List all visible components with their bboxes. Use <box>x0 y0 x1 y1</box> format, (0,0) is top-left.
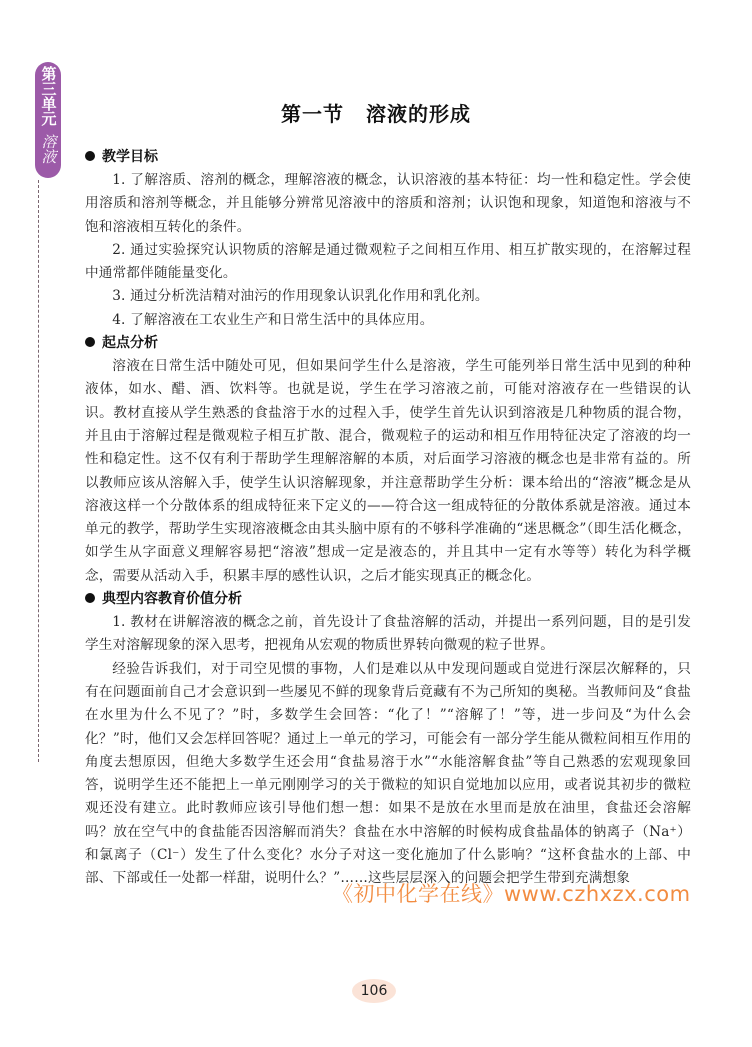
bullet-icon <box>85 151 95 161</box>
value-paragraph: 经验告诉我们，对于司空见惯的事物，人们是难以从中发现问题或自觉进行深层次解释的，只有在问题面前自己才会意识到一些屡见不鲜的现象背后竟藏有不为己所知的奥秘。当教师问及“食盐在水里为什么不见了？”时，多数学生会回答：“化了！”“溶解了！”等，进一步问及“为什么会化？”时，他们又会怎样回答呢？通过上一单元的学习，可能会有一部分学生能从微粒间相互作用的角度去想原因，但绝大多数学生还会用“食盐易溶于水”“水能溶解食盐”等自己熟悉的宏观现象回答，说明学生还不能把上一单元刚刚学习的关于微粒的知识自觉地加以应用，或者说其初步的微粒观还没有建立。此时教师应该引导他们想一想：如果不是放在水里而是放在油里，食盐还会溶解吗？放在空气中的食盐能否因溶解而消失？食盐在水中溶解的时候构成食盐晶体的钠离子（Na⁺）和氯离子（Cl⁻）发生了什么变化？水分子对这一变化施加了什么影响？“这杯食盐水的上部、中部、下部或任一处都一样甜，说明什么？”……这些层层深入的问题会把学生带到充满想象 <box>85 660 691 887</box>
unit-label: 第三单元 <box>39 66 58 126</box>
unit-topic-label: 溶液 <box>39 134 58 164</box>
margin-dashed-rule <box>38 180 39 762</box>
analysis-paragraph: 溶液在日常生活中随处可见，但如果问学生什么是溶液，学生可能列举日常生活中见到的种种液体，如水、醋、酒、饮料等。也就是说，学生在学习溶液之前，可能对溶液存在一些错误的认识。教材直接从学生熟悉的食盐溶于水的过程入手，使学生首先认识到溶液是几种物质的混合物，并且由于溶解过程是微观粒子相互扩散、混合，微观粒子的运动和相互作用特征决定了溶液的均一性和稳定性。这不仅有利于帮助学生理解溶解的本质，对后面学习溶液的概念也是非常有益的。所以教师应该从溶解入手，使学生认识溶解现象，并注意帮助学生分析：课本给出的“溶液”概念是从溶液这样一个分散体系的组成特征来下定义的——符合这一组成特征的分散体系就是溶液。通过本单元的教学，帮助学生实现溶液概念由其头脑中原有的不够科学准确的“迷思概念”（即生活化概念，如学生从字面意义理解容易把“溶液”想成一定是液态的，并且其中一定有水等等）转化为科学概念，需要从活动入手，积累丰厚的感性认识，之后才能实现真正的概念化。 <box>85 358 691 584</box>
section-number: 第一节 <box>281 102 344 126</box>
goal-paragraph: 1. 了解溶质、溶剂的概念，理解溶液的概念，认识溶液的基本特征：均一性和稳定性。学会使用溶质和溶剂等概念，并且能够分辨常见溶液中的溶质和溶剂；认识饱和现象，知道饱和溶液与不饱和溶液相互转化的条件。 <box>85 172 691 235</box>
bullet-icon <box>85 593 95 603</box>
value-paragraph: 1. 教材在讲解溶液的概念之前，首先设计了食盐溶解的活动，并提出一系列问题，目的是引发学生对溶解现象的深入思考，把视角从宏观的物质世界转向微观的粒子世界。 <box>85 614 691 654</box>
page-number-badge: 106 <box>352 979 396 1003</box>
heading-starting-analysis: 起点分析 <box>85 332 691 355</box>
goal-paragraph: 2. 通过实验探究认识物质的溶解是通过微观粒子之间相互作用、相互扩散实现的，在溶解过程中通常都伴随能量变化。 <box>85 241 691 282</box>
heading-teaching-goals: 教学目标 <box>85 146 691 169</box>
site-watermark: 《初中化学在线》www.czhxzx.com <box>332 882 691 906</box>
bullet-icon <box>85 337 95 347</box>
goal-paragraph: 4. 了解溶液在工农业生产和日常生活中的具体应用。 <box>112 311 434 328</box>
heading-content-value: 典型内容教育价值分析 <box>85 588 691 611</box>
main-content <box>85 146 691 891</box>
goal-paragraph: 3. 通过分析洗洁精对油污的作用现象认识乳化作用和乳化剂。 <box>112 288 489 305</box>
page-title <box>0 98 752 127</box>
section-name: 溶液的形成 <box>366 102 471 126</box>
